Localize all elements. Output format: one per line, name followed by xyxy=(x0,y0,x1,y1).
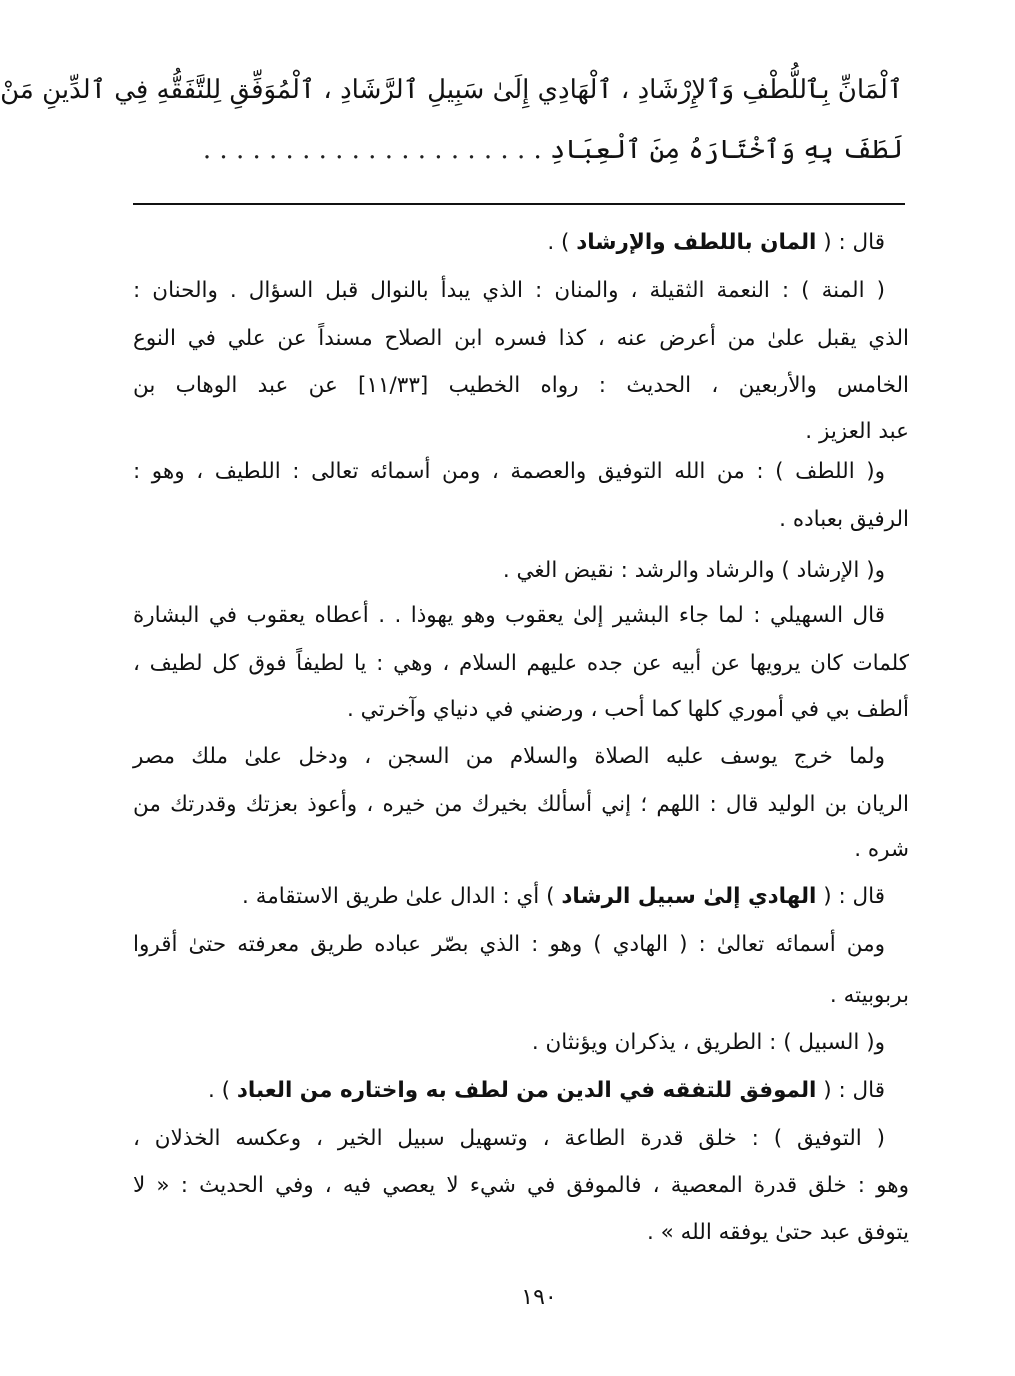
paragraph-line: ومن أسمائه تعالىٰ : ( الهادي ) وهو : الذي بصّر عباده طريق معرفته حتىٰ أقروا xyxy=(133,932,885,957)
heading-suffix: ) . xyxy=(207,1078,237,1103)
paragraph-line: الخامس والأربعين ، الحديث : رواه الخطيب [١١/٣٣] عن عبد الوهاب بن xyxy=(133,373,909,398)
matn-dots: . . . . . . . . . . . . . . . . . . . . xyxy=(202,135,526,165)
paragraph-line: بربوبيته . xyxy=(829,983,909,1008)
matn-line-1: ٱلْمَانِّ بِٱللُّطْفِ وَٱلإِرْشَادِ ، ٱلْهَادِي إِلَىٰ سَبِيلِ ٱلرَّشَادِ ، ٱلْمُوَفِّقِ لِلتَّفَقُّهِ فِي ٱلدِّينِ مَنْ xyxy=(0,75,903,105)
paragraph-line: عبد العزيز . xyxy=(805,419,909,444)
paragraph-line: شره . xyxy=(854,837,909,862)
quoted-matn: الموفق للتفقه في الدين من لطف به واختاره من العباد xyxy=(236,1078,817,1103)
heading-prefix: قال : ( xyxy=(816,1078,885,1103)
heading-prefix: قال : ( xyxy=(816,230,885,255)
paragraph-line: يتوفق عبد حتىٰ يوفقه الله » . xyxy=(646,1220,909,1245)
paragraph-line: و( السبيل ) : الطريق ، يذكران ويؤنثان . xyxy=(531,1030,885,1055)
separator-rule xyxy=(133,203,905,205)
paragraph-line: الرفيق بعباده . xyxy=(779,507,909,532)
paragraph-line: ( المنة ) : النعمة الثقيلة ، والمنان : الذي يبدأ بالنوال قبل السؤال . والحنان : xyxy=(133,278,885,303)
page-number: ١٩٠ xyxy=(521,1285,557,1310)
quoted-matn: الهادي إلىٰ سبيل الرشاد xyxy=(561,884,817,909)
paragraph-line: الذي يقبل علىٰ من أعرض عنه ، كذا فسره ابن الصلاح مسنداً عن علي في النوع xyxy=(133,326,909,351)
commentary-heading xyxy=(133,227,885,259)
paragraph-line: الريان بن الوليد قال : اللهم ؛ إني أسألك بخيرك من خيره ، وأعوذ بعزتك وقدرتك من xyxy=(133,792,909,817)
paragraph-line: ( التوفيق ) : خلق قدرة الطاعة ، وتسهيل سبيل الخير ، وعكسه الخذلان ، xyxy=(133,1126,885,1151)
commentary-heading xyxy=(133,1075,885,1107)
heading-prefix: قال : ( xyxy=(816,884,885,909)
paragraph-line: و( الإرشاد ) والرشاد والرشد : نقيض الغي . xyxy=(502,558,885,583)
heading-suffix: ) . xyxy=(547,230,577,255)
commentary-heading xyxy=(133,881,885,913)
matn-line-2-text: لَطَفَ بِهِ وَٱخْتَارَهُ مِنَ ٱلْعِبَادِ . xyxy=(533,135,903,165)
paragraph-line: كلمات كان يرويها عن أبيه عن جده عليهم السلام ، وهي : يا لطيفاً فوق كل لطيف ، xyxy=(133,651,909,676)
paragraph-line: ولما خرج يوسف عليه الصلاة والسلام من السجن ، ودخل علىٰ ملك مصر xyxy=(133,744,885,769)
paragraph-line: وهو : خلق قدرة المعصية ، فالموفق في شيء لا يعصي فيه ، وفي الحديث : « لا xyxy=(133,1173,909,1198)
quoted-matn: المان باللطف والإرشاد xyxy=(576,230,817,255)
matn-line-2 xyxy=(133,130,903,170)
paragraph-line: و( اللطف ) : من الله التوفيق والعصمة ، ومن أسمائه تعالى : اللطيف ، وهو : xyxy=(133,459,885,484)
paragraph-line: قال السهيلي : لما جاء البشير إلىٰ يعقوب وهو يهوذا . . أعطاه يعقوب في البشارة xyxy=(133,603,885,628)
heading-suffix: ) أي : الدال علىٰ طريق الاستقامة . xyxy=(242,884,562,909)
paragraph-line: ألطف بي في أموري كلها كما أحب ، ورضني في دنياي وآخرتي . xyxy=(347,697,909,722)
